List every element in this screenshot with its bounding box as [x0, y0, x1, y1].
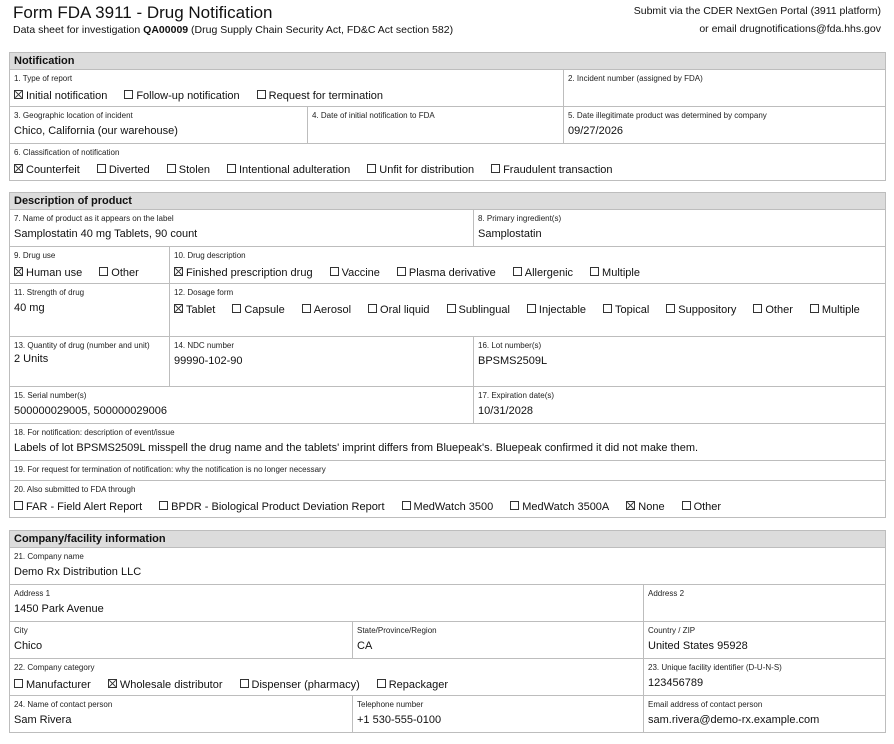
checkbox-icon[interactable] — [302, 304, 311, 313]
checkbox-label: Oral liquid — [380, 304, 430, 316]
checkbox-icon[interactable] — [227, 164, 236, 173]
company-name-value[interactable]: Demo Rx Distribution LLC — [14, 566, 142, 578]
checkbox-label: Manufacturer — [26, 679, 91, 691]
field-classification — [10, 144, 886, 181]
checkbox-option[interactable] — [491, 162, 612, 178]
checkbox-option[interactable] — [510, 499, 609, 515]
field-label: 13. Quantity of drug (number and unit) — [14, 341, 150, 350]
field-label: 2. Incident number (assigned by FDA) — [568, 74, 703, 83]
field-contact-name — [10, 696, 353, 733]
checkbox-option[interactable] — [14, 88, 107, 104]
checkbox-label: Capsule — [244, 304, 285, 316]
field-quantity — [10, 337, 170, 387]
also-submitted-options — [14, 499, 881, 515]
field-city — [10, 622, 353, 659]
field-label: 19. For request for termination of notification: why the notification is no longer necessary — [14, 465, 326, 474]
field-label: 6. Classification of notification — [14, 148, 120, 157]
serial-value[interactable]: 500000029005, 500000029006 — [14, 405, 167, 417]
investigation-id: QA00009 — [143, 24, 189, 36]
checked-checkbox-icon[interactable] — [14, 267, 23, 276]
checkbox-label: Other — [765, 304, 793, 316]
field-expiration — [474, 387, 886, 424]
address1-value[interactable]: 1450 Park Avenue — [14, 603, 104, 615]
checkbox-label: Request for termination — [268, 90, 384, 102]
checkbox-option[interactable] — [14, 162, 80, 178]
checkbox-icon[interactable] — [99, 267, 108, 276]
submit-instructions: Submit via the CDER NextGen Portal (3911 platform) — [633, 5, 881, 17]
checkbox-option[interactable] — [99, 265, 139, 281]
classification-options — [14, 162, 881, 178]
field-address1 — [10, 585, 644, 622]
checkbox-option[interactable] — [603, 302, 649, 318]
checkbox-label: Finished prescription drug — [186, 267, 313, 279]
checkbox-label: Counterfeit — [26, 164, 80, 176]
field-company-category — [10, 659, 644, 696]
checkbox-label: Vaccine — [341, 267, 380, 279]
field-label: 11. Strength of drug — [14, 288, 85, 297]
checked-checkbox-icon[interactable] — [174, 304, 183, 313]
field-company-name — [10, 548, 886, 585]
checkbox-label: Other — [111, 267, 139, 279]
checkbox-icon[interactable] — [368, 304, 377, 313]
product-section — [9, 192, 886, 518]
form-title: Form FDA 3911 - Drug Notification — [13, 3, 273, 22]
checkbox-label: Multiple — [602, 267, 640, 279]
section-title-product: Description of product — [10, 193, 886, 210]
checkbox-label: Follow-up notification — [136, 90, 240, 102]
checkbox-label: Diverted — [108, 164, 150, 176]
geographic-location-value[interactable]: Chico, California (our warehouse) — [14, 125, 178, 137]
checkbox-option[interactable] — [14, 677, 91, 693]
state-value[interactable]: CA — [357, 640, 373, 652]
field-label: 17. Expiration date(s) — [478, 391, 555, 400]
checkbox-icon[interactable] — [330, 267, 339, 276]
checkbox-icon[interactable] — [257, 90, 266, 99]
company-category-options — [14, 677, 639, 693]
checkbox-label: Stolen — [178, 164, 210, 176]
checkbox-label: Repackager — [388, 679, 449, 691]
checkbox-icon[interactable] — [603, 304, 612, 313]
checkbox-label: Plasma derivative — [408, 267, 496, 279]
field-label: Telephone number — [357, 700, 424, 709]
field-label: 12. Dosage form — [174, 288, 234, 297]
field-contact-email — [644, 696, 886, 733]
checkbox-option[interactable] — [402, 499, 494, 515]
checkbox-icon[interactable] — [527, 304, 536, 313]
checkbox-label: Topical — [615, 304, 650, 316]
checkbox-icon[interactable] — [447, 304, 456, 313]
checkbox-label: Injectable — [538, 304, 587, 316]
checkbox-option[interactable] — [14, 499, 142, 515]
field-label: Email address of contact person — [648, 700, 763, 709]
field-country-zip — [644, 622, 886, 659]
checkbox-icon[interactable] — [513, 267, 522, 276]
checkbox-option[interactable] — [590, 265, 640, 281]
checkbox-option[interactable] — [377, 677, 448, 693]
field-state — [353, 622, 644, 659]
checkbox-label: Wholesale distributor — [119, 679, 223, 691]
checkbox-icon[interactable] — [14, 501, 23, 510]
field-label: 14. NDC number — [174, 341, 235, 350]
field-telephone — [353, 696, 644, 733]
field-label: Address 2 — [648, 589, 685, 598]
field-product-name — [10, 210, 474, 247]
field-label: 22. Company category — [14, 663, 95, 672]
checked-checkbox-icon[interactable] — [108, 679, 117, 688]
checked-checkbox-icon[interactable] — [626, 501, 635, 510]
field-label: 7. Name of product as it appears on the label — [14, 214, 174, 223]
checkbox-icon[interactable] — [666, 304, 675, 313]
checkbox-option[interactable] — [330, 265, 380, 281]
checkbox-option[interactable] — [174, 265, 313, 281]
field-date-determined — [564, 107, 886, 144]
checkbox-label: None — [638, 501, 665, 513]
city-value[interactable]: Chico — [14, 640, 43, 652]
field-serial — [10, 387, 474, 424]
field-incident-number — [564, 70, 886, 107]
email-instructions: or email drugnotifications@fda.hhs.gov — [699, 23, 881, 35]
field-label: 10. Drug description — [174, 251, 246, 260]
checkbox-icon[interactable] — [97, 164, 106, 173]
field-label: City — [14, 626, 28, 635]
report-type-options — [14, 88, 559, 104]
field-label: 9. Drug use — [14, 251, 56, 260]
field-termination-reason — [10, 461, 886, 481]
strength-value[interactable]: 40 mg — [14, 302, 45, 314]
field-ndc — [170, 337, 474, 387]
checkbox-icon[interactable] — [159, 501, 168, 510]
checkbox-label: FAR - Field Alert Report — [26, 501, 143, 513]
lot-value[interactable]: BPSMS2509L — [478, 355, 548, 367]
checkbox-option[interactable] — [14, 265, 82, 281]
section-title-notification: Notification — [10, 53, 886, 70]
date-determined-value[interactable]: 09/27/2026 — [568, 125, 624, 137]
checkbox-label: Tablet — [186, 304, 216, 316]
checkbox-option[interactable] — [753, 302, 793, 318]
checkbox-label: BPDR - Biological Product Deviation Report — [171, 501, 385, 513]
primary-ingredient-value[interactable]: Samplostatin — [478, 228, 542, 240]
field-label: 5. Date illegitimate product was determined by company — [568, 111, 767, 120]
field-address2 — [644, 585, 886, 622]
checkbox-option[interactable] — [447, 302, 510, 318]
field-label: Country / ZIP — [648, 626, 696, 635]
checkbox-icon[interactable] — [753, 304, 762, 313]
form-subtitle — [13, 24, 453, 36]
checkbox-label: Human use — [26, 267, 83, 279]
field-label: 21. Company name — [14, 552, 84, 561]
field-label: 3. Geographic location of incident — [14, 111, 133, 120]
field-label: 1. Type of report — [14, 74, 73, 83]
form-header — [0, 0, 894, 44]
checkbox-option[interactable] — [227, 162, 350, 178]
checkbox-icon[interactable] — [510, 501, 519, 510]
checkbox-label: Aerosol — [313, 304, 352, 316]
checked-checkbox-icon[interactable] — [14, 164, 23, 173]
checkbox-icon[interactable] — [377, 679, 386, 688]
checkbox-icon[interactable] — [682, 501, 691, 510]
subtitle-prefix: Data sheet for investigation — [13, 24, 144, 36]
checked-checkbox-icon[interactable] — [174, 267, 183, 276]
checkbox-label: Dispenser (pharmacy) — [251, 679, 360, 691]
checkbox-label: Suppository — [678, 304, 737, 316]
checkbox-option[interactable] — [159, 499, 384, 515]
field-drug-description — [170, 247, 886, 284]
checkbox-option[interactable] — [810, 302, 860, 318]
duns-value[interactable]: 123456789 — [648, 677, 704, 689]
checkbox-option[interactable] — [240, 677, 360, 693]
field-primary-ingredient — [474, 210, 886, 247]
checkbox-icon[interactable] — [124, 90, 133, 99]
field-label: 16. Lot number(s) — [478, 341, 542, 350]
field-geographic-location — [10, 107, 308, 144]
expiration-value[interactable]: 10/31/2028 — [478, 405, 534, 417]
field-label: Address 1 — [14, 589, 51, 598]
field-label: State/Province/Region — [357, 626, 437, 635]
checkbox-label: Initial notification — [26, 90, 108, 102]
checkbox-option[interactable] — [167, 162, 210, 178]
country-zip-value[interactable]: United States 95928 — [648, 640, 748, 652]
field-dosage-form — [170, 284, 886, 337]
checkbox-label: Fraudulent transaction — [503, 164, 613, 176]
checkbox-icon[interactable] — [590, 267, 599, 276]
checkbox-option[interactable] — [527, 302, 586, 318]
checkbox-label: Allergenic — [524, 267, 574, 279]
checkbox-option[interactable] — [682, 499, 722, 515]
field-also-submitted — [10, 481, 886, 518]
field-initial-notification-date — [308, 107, 564, 144]
checkbox-option[interactable] — [302, 302, 351, 318]
checkbox-option[interactable] — [232, 302, 284, 318]
quantity-value[interactable]: 2 Units — [14, 353, 49, 365]
checkbox-icon[interactable] — [367, 164, 376, 173]
drug-use-options — [14, 265, 165, 281]
field-label: 24. Name of contact person — [14, 700, 113, 709]
field-strength — [10, 284, 170, 337]
notification-section — [9, 52, 886, 181]
field-lot — [474, 337, 886, 387]
checkbox-option[interactable] — [626, 499, 664, 515]
checkbox-label: MedWatch 3500A — [522, 501, 610, 513]
checkbox-option[interactable] — [124, 88, 239, 104]
checkbox-option[interactable] — [666, 302, 736, 318]
field-label: 8. Primary ingredient(s) — [478, 214, 562, 223]
field-label: 23. Unique facility identifier (D-U-N-S) — [648, 663, 782, 672]
checkbox-icon[interactable] — [14, 679, 23, 688]
checkbox-icon[interactable] — [810, 304, 819, 313]
field-label: 18. For notification: description of event/issue — [14, 428, 175, 437]
contact-name-value[interactable]: Sam Rivera — [14, 714, 72, 726]
field-duns — [644, 659, 886, 696]
checkbox-icon[interactable] — [232, 304, 241, 313]
section-title-company: Company/facility information — [10, 531, 886, 548]
checkbox-option[interactable] — [174, 302, 215, 318]
ndc-value[interactable]: 99990-102-90 — [174, 355, 243, 367]
drug-description-options — [174, 265, 881, 281]
field-label: 4. Date of initial notification to FDA — [312, 111, 435, 120]
checkbox-label: Sublingual — [458, 304, 510, 316]
checkbox-option[interactable] — [108, 677, 223, 693]
field-event-description — [10, 424, 886, 461]
checkbox-label: MedWatch 3500 — [413, 501, 494, 513]
checkbox-option[interactable] — [257, 88, 383, 104]
checkbox-icon[interactable] — [402, 501, 411, 510]
event-description-value[interactable]: Labels of lot BPSMS2509L misspell the drug name and the tablets' imprint differs from Bluepeak's. Bluepeak confirmed it did not make them. — [14, 442, 699, 454]
contact-email-value[interactable]: sam.rivera@demo-rx.example.com — [648, 714, 820, 726]
checkbox-icon[interactable] — [491, 164, 500, 173]
checkbox-label: Other — [693, 501, 722, 513]
checkbox-icon[interactable] — [240, 679, 249, 688]
checkbox-icon[interactable] — [397, 267, 406, 276]
field-label: 20. Also submitted to FDA through — [14, 485, 136, 494]
field-drug-use — [10, 247, 170, 284]
checkbox-option[interactable] — [513, 265, 573, 281]
checkbox-label: Unfit for distribution — [379, 164, 475, 176]
checked-checkbox-icon[interactable] — [14, 90, 23, 99]
field-label: 15. Serial number(s) — [14, 391, 87, 400]
checkbox-option[interactable] — [397, 265, 496, 281]
subtitle-suffix: (Drug Supply Chain Security Act, FD&C Act section 582) — [188, 24, 454, 36]
field-type-of-report — [10, 70, 564, 107]
company-section — [9, 530, 886, 733]
checkbox-option[interactable] — [97, 162, 150, 178]
checkbox-icon[interactable] — [167, 164, 176, 173]
telephone-value[interactable]: +1 530-555-0100 — [357, 714, 442, 726]
checkbox-label: Multiple — [821, 304, 860, 316]
product-name-value[interactable]: Samplostatin 40 mg Tablets, 90 count — [14, 228, 198, 240]
checkbox-label: Intentional adulteration — [238, 164, 351, 176]
checkbox-option[interactable] — [368, 302, 430, 318]
checkbox-option[interactable] — [367, 162, 474, 178]
dosage-form-options — [174, 302, 881, 318]
